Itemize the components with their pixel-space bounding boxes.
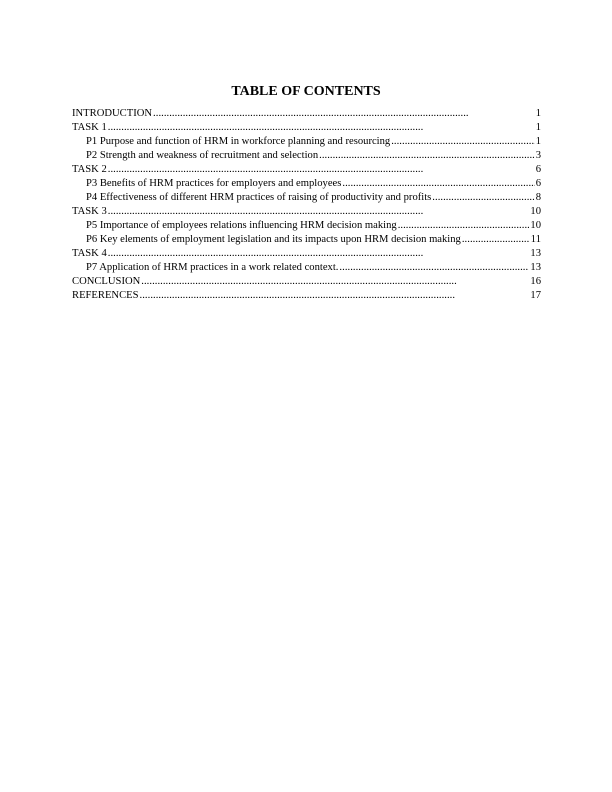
toc-page-number: 10 xyxy=(530,206,541,217)
toc-entry[interactable] xyxy=(72,163,541,177)
toc-dot-leader xyxy=(108,121,535,135)
toc-dot-leader xyxy=(339,261,529,275)
toc-page-number: 6 xyxy=(535,178,541,189)
toc-page-number: 11 xyxy=(530,234,541,245)
toc-dot-leader xyxy=(432,191,534,205)
toc-entry-text: TASK 3 xyxy=(72,206,107,217)
toc-dot-leader xyxy=(319,149,535,163)
toc-entry-text: P2 Strength and weakness of recruitment and selection xyxy=(86,150,319,161)
toc-entry[interactable] xyxy=(72,205,541,219)
toc-entry-text: P4 Effectiveness of different HRM practices of raising of productivity and profits xyxy=(86,192,432,203)
toc-page-number: 10 xyxy=(530,220,541,231)
toc-entry-text: P3 Benefits of HRM practices for employers and employees xyxy=(86,178,342,189)
toc-dot-leader xyxy=(391,135,534,149)
toc-dot-leader xyxy=(108,163,535,177)
toc-entry[interactable] xyxy=(72,247,541,261)
toc-entry[interactable] xyxy=(72,135,541,149)
toc-entry-text: REFERENCES xyxy=(72,290,139,301)
toc-entry[interactable] xyxy=(72,121,541,135)
toc-entry[interactable] xyxy=(72,191,541,205)
toc-entry-text: P5 Importance of employees relations influencing HRM decision making xyxy=(86,220,397,231)
toc-entry[interactable] xyxy=(72,275,541,289)
toc-page-number: 8 xyxy=(535,192,541,203)
toc-page-number: 16 xyxy=(530,276,541,287)
toc-page-number: 17 xyxy=(530,290,541,301)
toc-title: TABLE OF CONTENTS xyxy=(231,84,381,99)
toc-page-number: 13 xyxy=(530,248,541,259)
toc-dot-leader xyxy=(153,107,535,121)
toc-dot-leader xyxy=(108,247,530,261)
toc-entry-text: TASK 4 xyxy=(72,248,107,259)
table-of-contents xyxy=(72,107,541,303)
toc-page-number: 1 xyxy=(535,136,541,147)
toc-dot-leader xyxy=(462,233,530,247)
toc-dot-leader xyxy=(342,177,534,191)
toc-entry[interactable] xyxy=(72,177,541,191)
toc-entry[interactable] xyxy=(72,233,541,247)
toc-entry[interactable] xyxy=(72,149,541,163)
toc-page-number: 13 xyxy=(530,262,541,273)
toc-entry[interactable] xyxy=(72,219,541,233)
toc-entry-text: INTRODUCTION xyxy=(72,108,153,119)
toc-entry[interactable] xyxy=(72,261,541,275)
toc-page-number: 6 xyxy=(535,164,541,175)
toc-entry-text: TASK 1 xyxy=(72,122,107,133)
toc-entry-text: P7 Application of HRM practices in a work related context. xyxy=(86,262,339,273)
toc-dot-leader xyxy=(108,205,530,219)
toc-entry[interactable] xyxy=(72,289,541,303)
toc-dot-leader xyxy=(398,219,530,233)
toc-entry-text: CONCLUSION xyxy=(72,276,141,287)
toc-page-number: 1 xyxy=(535,122,541,133)
toc-page-number: 1 xyxy=(535,108,541,119)
toc-entry-text: P6 Key elements of employment legislation and its impacts upon HRM decision making xyxy=(86,234,461,245)
toc-dot-leader xyxy=(141,275,529,289)
toc-page-number: 3 xyxy=(535,150,541,161)
toc-dot-leader xyxy=(140,289,530,303)
toc-entry-text: P1 Purpose and function of HRM in workforce planning and resourcing xyxy=(86,136,391,147)
toc-entry-text: TASK 2 xyxy=(72,164,107,175)
toc-entry[interactable] xyxy=(72,107,541,121)
